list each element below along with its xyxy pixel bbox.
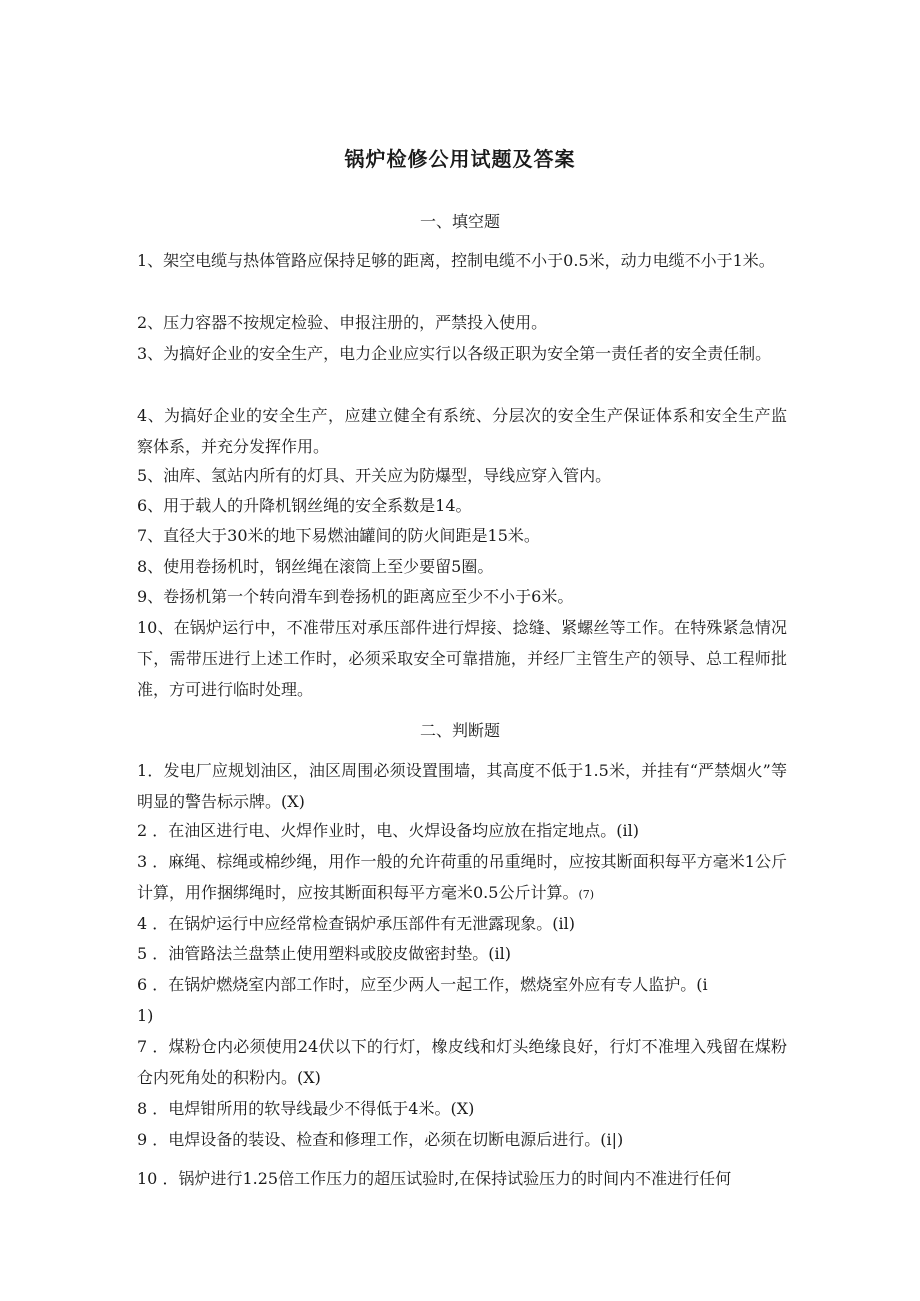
true-false-item-7: 7 ．煤粉仓内必须使用24伏以下的行灯，橡皮线和灯头绝缘良好，行灯不准埋入残留在煤粉仓内死角处的积粉内。(X) — [137, 1037, 787, 1087]
true-false-item-3-answer: (7) — [578, 888, 595, 901]
fill-blank-item-8: 8、使用卷扬机时，钢丝绳在滚筒上至少要留5圈。 — [137, 557, 494, 576]
true-false-item-10: 10 ．锅炉进行1.25倍工作压力的超压试验时,在保持试验压力的时间内不准进行任何 — [137, 1169, 732, 1188]
true-false-item-8: 8 ．电焊钳所用的软导线最少不得低于4米。(X) — [137, 1099, 475, 1118]
fill-blank-item-4: 4、为搞好企业的安全生产，应建立健全有系统、分层次的安全生产保证体系和安全生产监察体系，并充分发挥作用。 — [137, 406, 787, 456]
fill-blank-item-7: 7、直径大于30米的地下易燃油罐间的防火间距是15米。 — [137, 526, 540, 545]
true-false-item-1: 1．发电厂应规划油区，油区周围必须设置围墙，其高度不低于1.5米，并挂有“严禁烟火”等明显的警告标示牌。(X) — [137, 761, 787, 811]
fill-blank-item-2: 2、压力容器不按规定检验、申报注册的，严禁投入使用。 — [137, 313, 548, 332]
true-false-item-9: 9 ．电焊设备的装设、检查和修理工作，必须在切断电源后进行。(i|) — [137, 1130, 624, 1149]
true-false-item-3-text: 3 ．麻绳、棕绳或棉纱绳，用作一般的允许荷重的吊重绳时，应按其断面积每平方毫米1公斤计算，用作捆绑绳时，应按其断面积每平方毫米0.5公斤计算。 — [137, 852, 787, 902]
true-false-item-6-continued: 1) — [137, 1006, 154, 1025]
true-false-item-2: 2 ．在油区进行电、火焊作业时，电、火焊设备均应放在指定地点。(il) — [137, 821, 639, 840]
fill-blank-item-3: 3、为搞好企业的安全生产，电力企业应实行以各级正职为安全第一责任者的安全责任制。 — [137, 344, 772, 363]
fill-blank-item-9: 9、卷扬机第一个转向滑车到卷扬机的距离应至少不小于6米。 — [137, 587, 574, 606]
section-heading-true-false: 二、判断题 — [419, 721, 500, 740]
true-false-item-6: 6 ．在锅炉燃烧室内部工作时，应至少两人一起工作，燃烧室外应有专人监护。(i — [137, 975, 708, 994]
true-false-item-3 — [137, 846, 787, 910]
document-title: 锅炉检修公用试题及答案 — [344, 147, 576, 171]
fill-blank-item-10: 10、在锅炉运行中，不准带压对承压部件进行焊接、捻缝、紧螺丝等工作。在特殊紧急情况下，需带压进行上述工作时，必须采取安全可靠措施，并经厂主管生产的领导、总工程师批准，方可进行临时处理。 — [137, 618, 787, 699]
true-false-item-4: 4 ．在锅炉运行中应经常检查锅炉承压部件有无泄露现象。(il) — [137, 914, 575, 933]
fill-blank-item-1: 1、架空电缆与热体管路应保持足够的距离，控制电缆不小于0.5米，动力电缆不小于1米。 — [137, 251, 775, 270]
section-heading-fill-blank: 一、填空题 — [419, 212, 500, 231]
fill-blank-item-5: 5、油库、氢站内所有的灯具、开关应为防爆型，导线应穿入管内。 — [137, 466, 612, 485]
true-false-item-5: 5 ．油管路法兰盘禁止使用塑料或胶皮做密封垫。(il) — [137, 944, 511, 963]
fill-blank-item-6: 6、用于载人的升降机钢丝绳的安全系数是14。 — [137, 496, 472, 515]
